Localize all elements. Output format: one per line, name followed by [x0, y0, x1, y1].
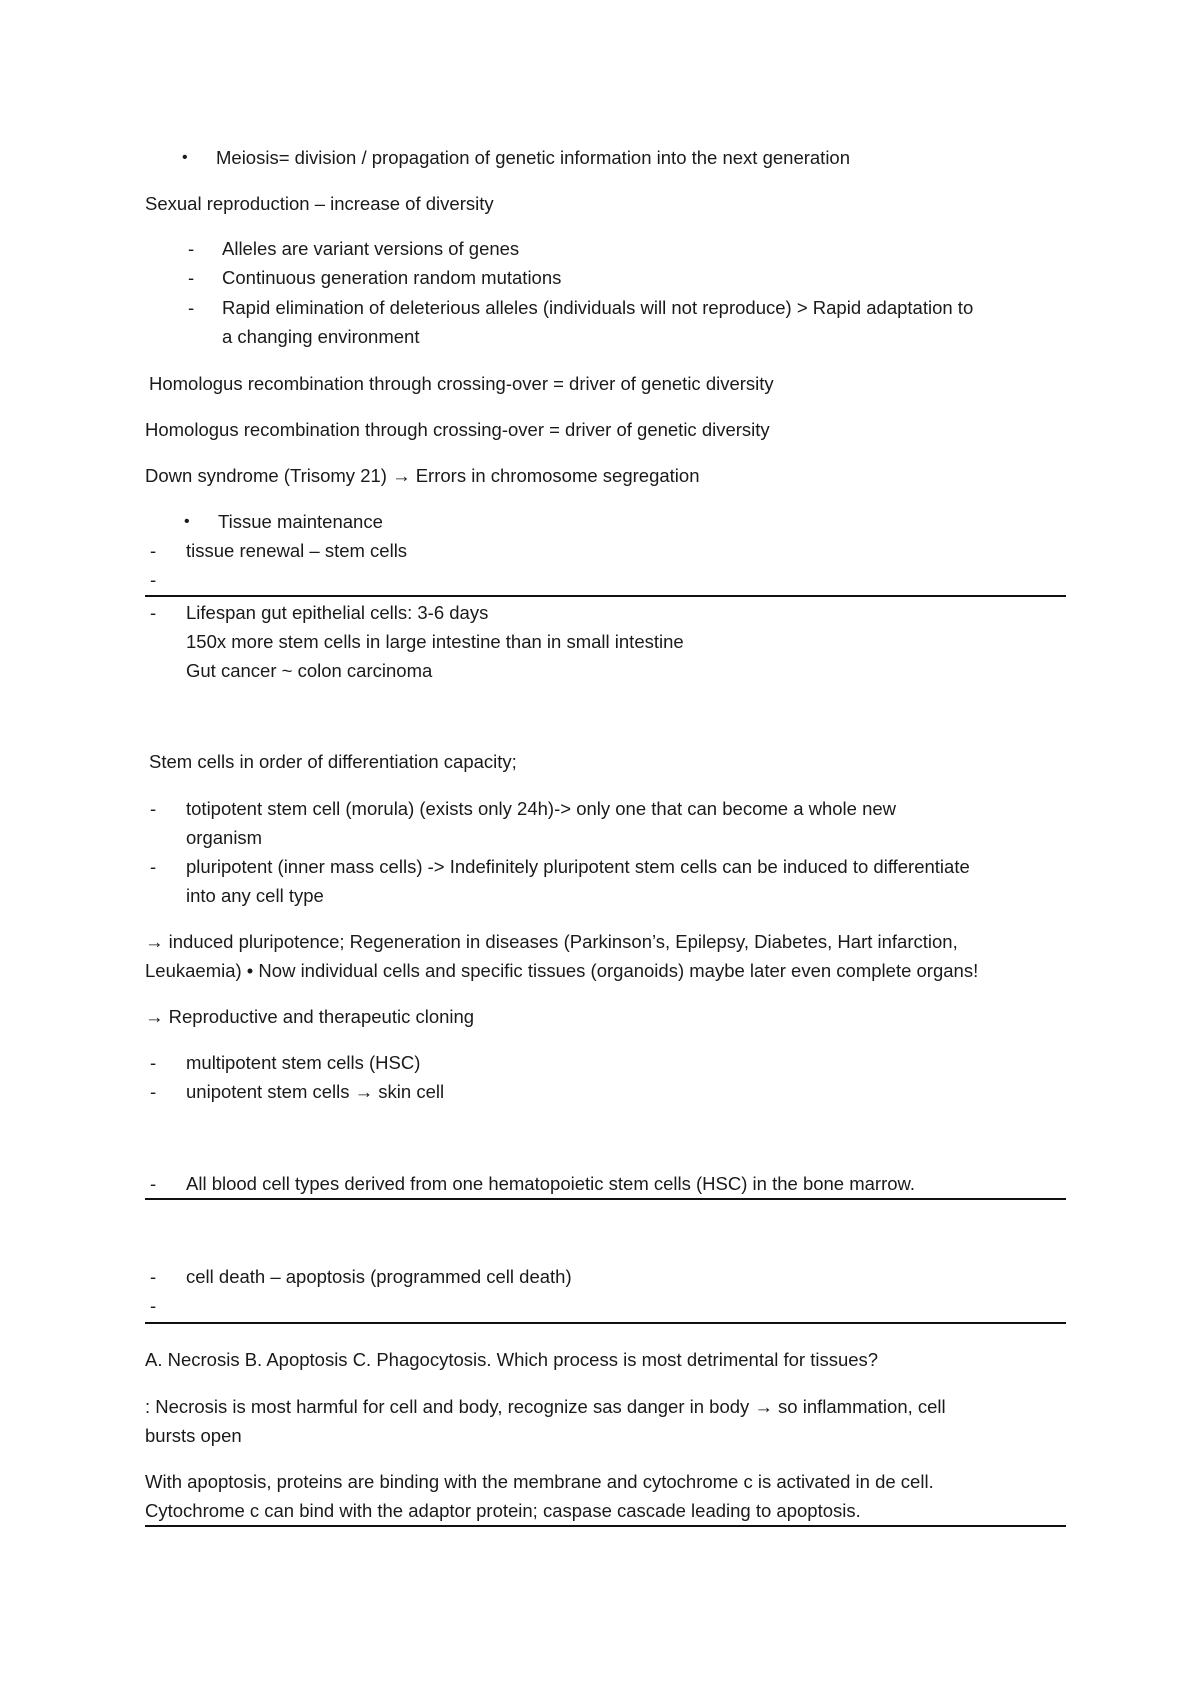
- list-item-elimination-cont: a changing environment: [222, 326, 420, 347]
- dash-marker: -: [150, 540, 157, 561]
- cell-death-line: cell death – apoptosis (programmed cell death): [186, 1266, 572, 1287]
- dash-marker: -: [150, 569, 157, 590]
- dash-marker: -: [150, 602, 157, 623]
- apoptosis-line-1: With apoptosis, proteins are binding with the membrane and cytochrome c is activated in de cell.: [145, 1471, 934, 1492]
- answer-line-2: bursts open: [145, 1425, 242, 1446]
- dash-marker: -: [150, 1052, 157, 1073]
- homologus-line-1: Homologus recombination through crossing-over = driver of genetic diversity: [149, 373, 774, 394]
- horizontal-rule: [145, 1198, 1066, 1200]
- horizontal-rule: [145, 1525, 1066, 1527]
- dash-marker: -: [150, 1081, 157, 1102]
- dash-marker: -: [150, 1295, 157, 1316]
- horizontal-rule: [145, 1322, 1066, 1324]
- cloning-line: → Reproductive and therapeutic cloning: [145, 1006, 475, 1027]
- induced-line-1: → induced pluripotence; Regeneration in diseases (Parkinson’s, Epilepsy, Diabetes, Hart infarction,: [145, 931, 958, 952]
- list-item-elimination: Rapid elimination of deleterious alleles (individuals will not reproduce) > Rapid adaptation to: [222, 297, 974, 318]
- pluripotent-line-2: into any cell type: [186, 885, 324, 906]
- down-syndrome-line: Down syndrome (Trisomy 21) → Errors in chromosome segregation: [145, 465, 700, 486]
- dash-marker: -: [188, 297, 195, 318]
- stem-ratio-line: 150x more stem cells in large intestine than in small intestine: [186, 631, 684, 652]
- blood-line: All blood cell types derived from one hematopoietic stem cells (HSC) in the bone marrow.: [186, 1173, 916, 1194]
- pluripotent-line-1: pluripotent (inner mass cells) -> Indefinitely pluripotent stem cells can be induced to differentiate: [186, 856, 970, 877]
- sexual-reproduction-heading: Sexual reproduction – increase of diversity: [145, 193, 494, 214]
- homologus-line-2: Homologus recombination through crossing-over = driver of genetic diversity: [145, 419, 770, 440]
- question-line: A. Necrosis B. Apoptosis C. Phagocytosis. Which process is most detrimental for tissues?: [145, 1349, 879, 1370]
- gut-cancer-line: Gut cancer ~ colon carcinoma: [186, 660, 433, 681]
- horizontal-rule: [145, 595, 1066, 597]
- dash-marker: -: [150, 798, 157, 819]
- bullet-icon: •: [184, 513, 190, 530]
- unipotent-line: unipotent stem cells → skin cell: [186, 1081, 445, 1102]
- apoptosis-line-2: Cytochrome c can bind with the adaptor protein; caspase cascade leading to apoptosis.: [145, 1500, 861, 1521]
- dash-marker: -: [188, 238, 195, 259]
- bullet-icon: •: [182, 149, 188, 166]
- meiosis-line: Meiosis= division / propagation of genetic information into the next generation: [216, 147, 851, 168]
- totipotent-line-2: organism: [186, 827, 263, 848]
- list-item-alleles: Alleles are variant versions of genes: [222, 238, 520, 259]
- list-item-mutations: Continuous generation random mutations: [222, 267, 562, 288]
- stem-cells-heading: Stem cells in order of differentiation capacity;: [149, 751, 517, 772]
- lifespan-line: Lifespan gut epithelial cells: 3-6 days: [186, 602, 489, 623]
- dash-marker: -: [188, 267, 195, 288]
- tissue-renewal-line: tissue renewal – stem cells: [186, 540, 408, 561]
- dash-marker: -: [150, 1173, 157, 1194]
- multipotent-line: multipotent stem cells (HSC): [186, 1052, 421, 1073]
- induced-line-2: Leukaemia) • Now individual cells and specific tissues (organoids) maybe later even complete organs!: [145, 960, 979, 981]
- totipotent-line-1: totipotent stem cell (morula) (exists only 24h)-> only one that can become a whole new: [186, 798, 897, 819]
- tissue-heading: Tissue maintenance: [218, 511, 383, 532]
- dash-marker: -: [150, 1266, 157, 1287]
- dash-marker: -: [150, 856, 157, 877]
- answer-line-1: : Necrosis is most harmful for cell and body, recognize sas danger in body → so inflammation, cell: [145, 1396, 946, 1417]
